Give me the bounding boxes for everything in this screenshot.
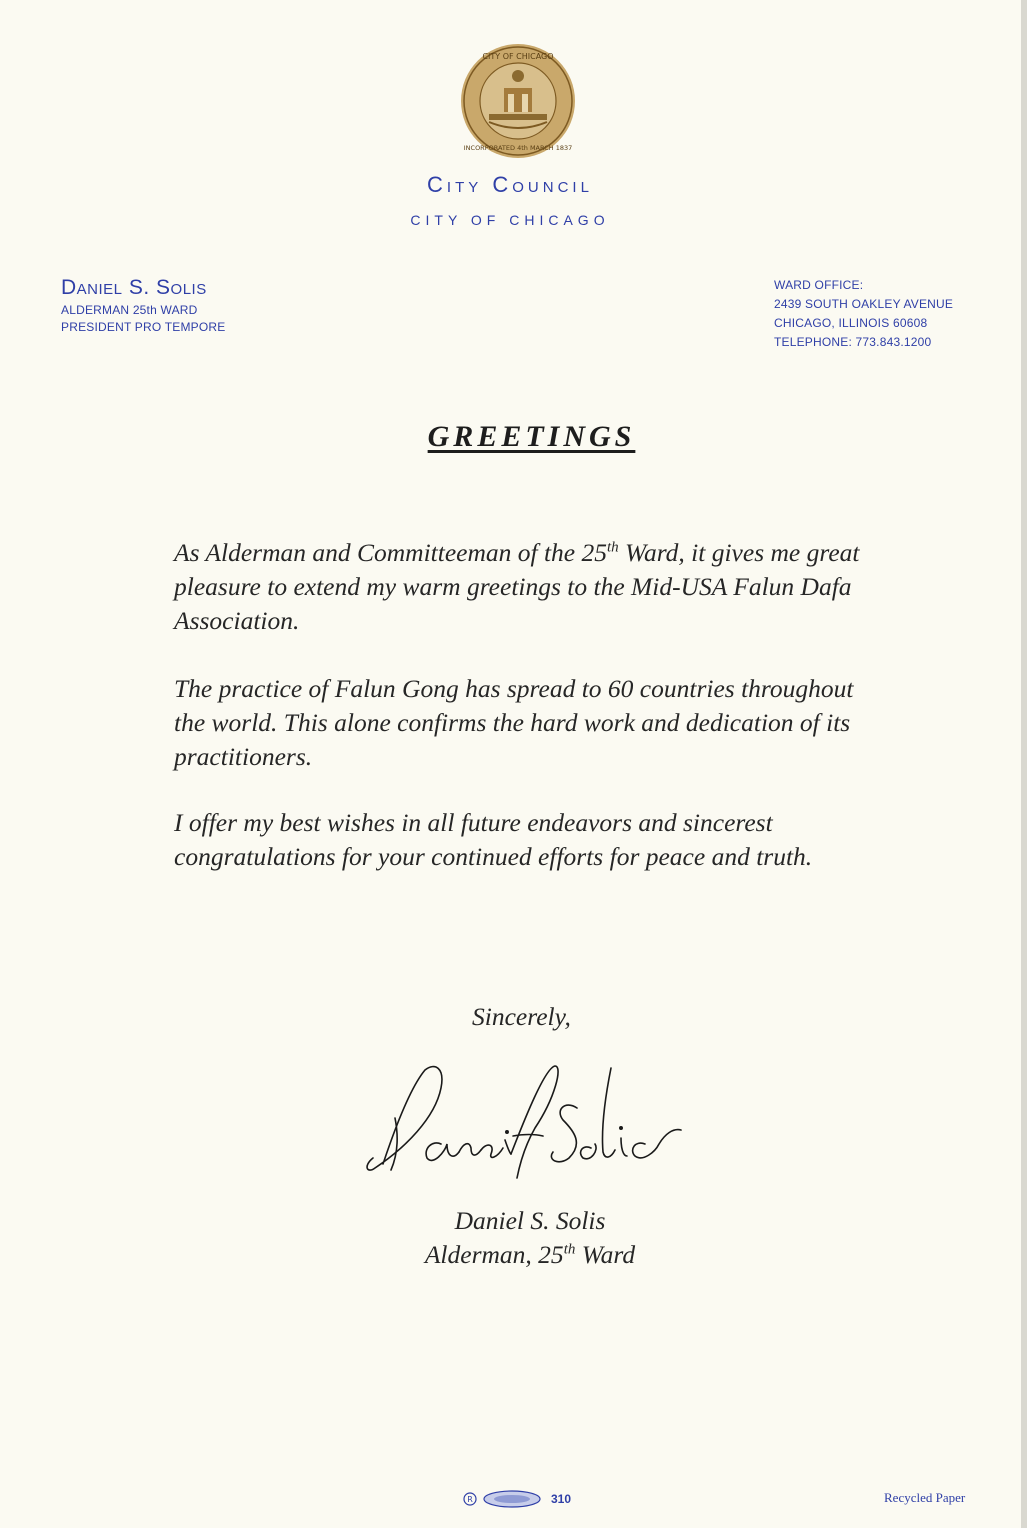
seal-text-bottom: INCORPORATED 4th MARCH 1837 [463,144,573,152]
body-paragraph-3: I offer my best wishes in all future endeavors and sincerest congratulations for your continued efforts for peace and truth. [174,808,813,871]
body-paragraph-2: The practice of Falun Gong has spread to 60 countries throughout the world. This alone confirms the hard work and dedication of its practitioners. [174,674,854,771]
svg-text:R: R [467,1495,473,1504]
signature [355,1048,700,1198]
closing: Sincerely, [472,1002,571,1031]
page-edge [1021,0,1027,1528]
signatory-title [0,1240,1027,1270]
sender-line-2: PRESIDENT PRO TEMPORE [61,320,226,334]
council-title: City Council [427,172,593,197]
signatory-title-b: Ward [575,1240,636,1269]
city-seal [459,42,577,160]
office-phone: TELEPHONE: 773.843.1200 [774,335,932,349]
union-number: 310 [551,1492,572,1506]
sender-line-1: ALDERMAN 25th WARD [61,303,198,317]
greeting-heading: GREETINGS [427,420,636,453]
council-subtitle: CITY OF CHICAGO [410,212,610,228]
ward-office-block [774,276,953,352]
signatory-name: Daniel S. Solis [454,1206,606,1235]
body-paragraph-1 [174,536,874,638]
p1-text-a: As Alderman and Committeeman of the 25 [174,538,607,567]
office-label: WARD OFFICE: [774,278,864,292]
sender-name: Daniel S. Solis [61,276,207,299]
p1-text-b: Ward, it gives me great pleasure to extend my warm greetings to the Mid-USA Falun Dafa Association. [174,538,860,635]
sender-block [61,276,225,334]
signatory-title-a: Alderman, 25 [424,1240,564,1269]
seal-text-top: CITY OF CHICAGO [482,52,554,61]
p1-superscript: th [607,539,619,556]
office-street: 2439 SOUTH OAKLEY AVENUE [774,297,954,311]
recycled-paper-note: Recycled Paper [884,1490,966,1505]
office-city: CHICAGO, ILLINOIS 60608 [774,316,928,330]
signatory-title-superscript: th [563,1241,576,1258]
